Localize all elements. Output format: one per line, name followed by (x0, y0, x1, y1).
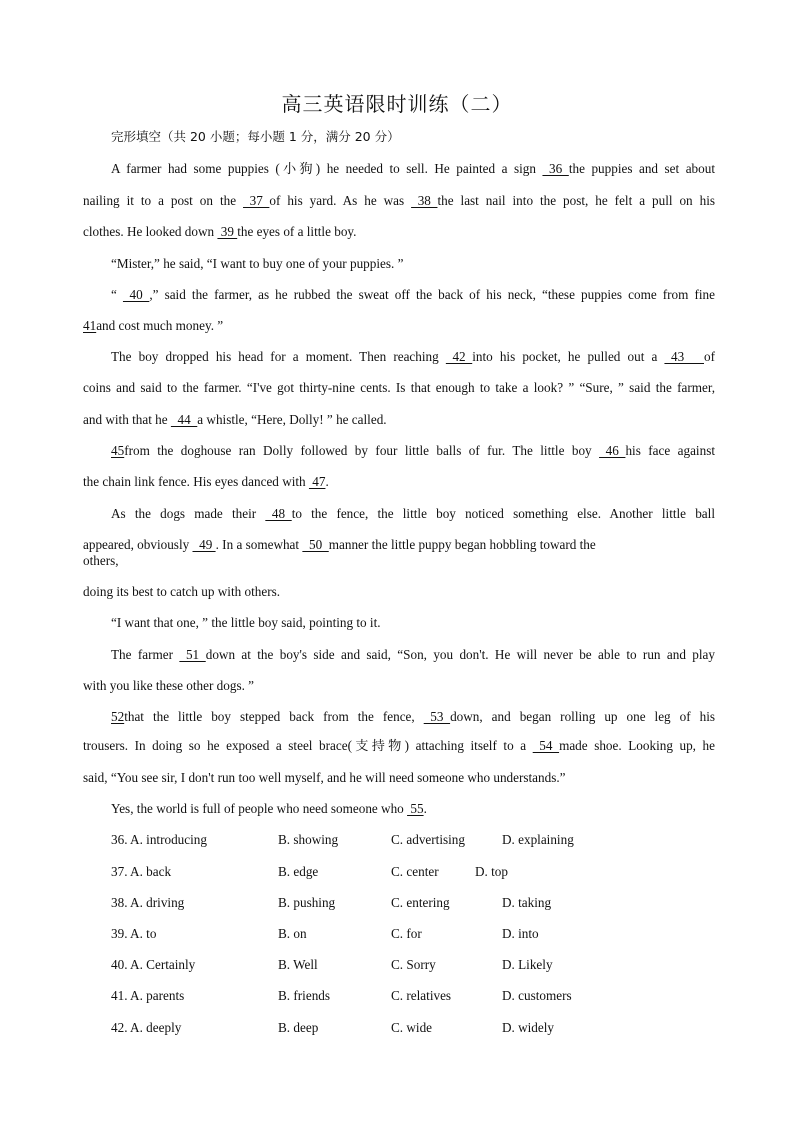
option-d: D. customers (502, 988, 572, 1003)
passage-text: a whistle, “Here, Dolly! ” he called. (197, 412, 387, 427)
passage-line (83, 379, 715, 397)
blank-54: 54 (532, 738, 560, 753)
passage-line (83, 583, 715, 601)
option-b: B. on (278, 926, 307, 941)
passage-text: coins and said to the farmer. “I've got thirty-nine cents. Is that enough to take a look? ” “Sure, ” said the farmer, (83, 380, 715, 395)
passage-line (111, 505, 715, 523)
passage-text: to the fence, the little boy noticed something else. Another little ball (291, 506, 715, 521)
option-c: C. advertising (391, 832, 465, 847)
passage-text: made shoe. Looking up, he (559, 738, 715, 753)
passage-text: the last nail into the post, he felt a pull on his (437, 193, 715, 208)
passage-text: A farmer had some puppies (小狗) he needed to sell. He painted a sign (111, 161, 543, 176)
option-a: 38. A. driving (111, 895, 185, 910)
option-a: 36. A. introducing (111, 832, 207, 847)
passage-text: and cost much money. ” (96, 318, 224, 333)
option-c: C. wide (391, 1020, 433, 1035)
blank-42: 42 (445, 349, 473, 364)
blank-38: 38 (411, 193, 438, 208)
passage-text: The farmer (111, 647, 180, 662)
option-d: D. explaining (502, 832, 574, 847)
option-c: C. center (391, 864, 439, 879)
passage-line (111, 614, 715, 632)
blank-45: 45 (111, 443, 125, 458)
option-c: C. relatives (391, 988, 452, 1003)
passage-text: the puppies and set about (568, 161, 715, 176)
passage-text: As the dogs made their (111, 506, 266, 521)
passage-text: The boy dropped his head for a moment. Then reaching (111, 349, 446, 364)
option-a: 41. A. parents (111, 988, 185, 1003)
passage-text: “Mister,” he said, “I want to buy one of your puppies. ” (111, 256, 404, 271)
passage-text: clothes. He looked down (83, 224, 218, 239)
passage-text: of his yard. As he was (269, 193, 412, 208)
passage-text: appeared, obviously (83, 537, 193, 552)
passage-text: down at the boy's side and said, “Son, you don't. He will never be able to run and play (205, 647, 715, 662)
passage-text: of (704, 349, 715, 364)
option-b: B. pushing (278, 895, 336, 910)
blank-51: 51 (179, 647, 206, 662)
passage-text: and with that he (83, 412, 171, 427)
passage-line (111, 286, 715, 304)
option-d: D. Likely (502, 957, 553, 972)
option-d: D. into (502, 926, 539, 941)
page-title: 高三英语限时训练（二） (281, 92, 513, 116)
option-a: 42. A. deeply (111, 1020, 182, 1035)
blank-36: 36 (542, 161, 569, 176)
passage-line (111, 348, 715, 366)
option-d: D. taking (502, 895, 552, 910)
option-b: B. Well (278, 957, 318, 972)
blank-49: 49 (192, 537, 216, 552)
option-b: B. friends (278, 988, 331, 1003)
passage-text: “ (111, 287, 123, 302)
blank-44: 44 (170, 412, 198, 427)
option-d: D. widely (502, 1020, 555, 1035)
passage-text: into his pocket, he pulled out a (472, 349, 665, 364)
passage-line (83, 769, 715, 787)
passage-text: manner the little puppy began hobbling toward the (328, 537, 596, 552)
passage-text: from the doghouse ran Dolly followed by four little balls of fur. The little boy (124, 443, 600, 458)
passage-text: doing its best to catch up with others. (83, 584, 281, 599)
passage-line (83, 677, 715, 695)
passage-line (111, 646, 715, 664)
option-d: D. top (475, 864, 508, 879)
passage-line (83, 737, 715, 755)
section-heading: 完形填空（共 20 小题；每小题 1 分，满分 20 分） (111, 129, 400, 144)
blank-37: 37 (243, 193, 270, 208)
passage-text: “I want that one, ” the little boy said, pointing to it. (111, 615, 381, 630)
option-b: B. showing (278, 832, 339, 847)
blank-39: 39 (217, 224, 238, 239)
passage-text: ,” said the farmer, as he rubbed the sweat off the back of his neck, “these puppies come from fine (149, 287, 715, 302)
option-b: B. deep (278, 1020, 319, 1035)
blank-55: 55 (407, 801, 424, 816)
passage-line (111, 800, 715, 818)
passage-line (111, 160, 715, 178)
option-c: C. entering (391, 895, 450, 910)
passage-text: his face against (625, 443, 715, 458)
passage-line (83, 192, 715, 210)
passage-line (83, 552, 715, 570)
passage-line (111, 255, 715, 273)
passage-line (83, 223, 715, 241)
passage-text: nailing it to a post on the (83, 193, 244, 208)
passage-text: down, and began rolling up one leg of his (450, 709, 715, 724)
option-a: 39. A. to (111, 926, 157, 941)
passage-line (83, 317, 715, 335)
passage-line (83, 473, 715, 491)
passage-text: said, “You see sir, I don't run too well myself, and he will need someone who understands.” (83, 770, 566, 785)
blank-43: 43 (664, 349, 704, 364)
option-b: B. edge (278, 864, 319, 879)
passage-text: with you like these other dogs. ” (83, 678, 255, 693)
blank-48: 48 (265, 506, 292, 521)
passage-text: the chain link fence. His eyes danced with (83, 474, 309, 489)
passage-text: the eyes of a little boy. (237, 224, 357, 239)
blank-52: 52 (111, 709, 125, 724)
option-c: C. Sorry (391, 957, 436, 972)
option-a: 37. A. back (111, 864, 172, 879)
passage-line (111, 708, 715, 726)
passage-text: others, (83, 553, 119, 568)
passage-line (83, 411, 715, 429)
blank-41: 41 (83, 318, 97, 333)
passage-text: . (325, 474, 329, 489)
blank-47: 47 (308, 474, 326, 489)
passage-text: that the little boy stepped back from the fence, (124, 709, 424, 724)
passage-text: trousers. In doing so he exposed a steel brace(支持物) attaching itself to a (83, 738, 533, 753)
passage-line (111, 442, 715, 460)
passage-text: . In a somewhat (215, 537, 303, 552)
option-c: C. for (391, 926, 422, 941)
passage-text: . (423, 801, 427, 816)
blank-53: 53 (423, 709, 451, 724)
blank-50: 50 (302, 537, 329, 552)
blank-40: 40 (122, 287, 150, 302)
option-a: 40. A. Certainly (111, 957, 196, 972)
passage-text: Yes, the world is full of people who need someone who (111, 801, 408, 816)
blank-46: 46 (599, 443, 626, 458)
